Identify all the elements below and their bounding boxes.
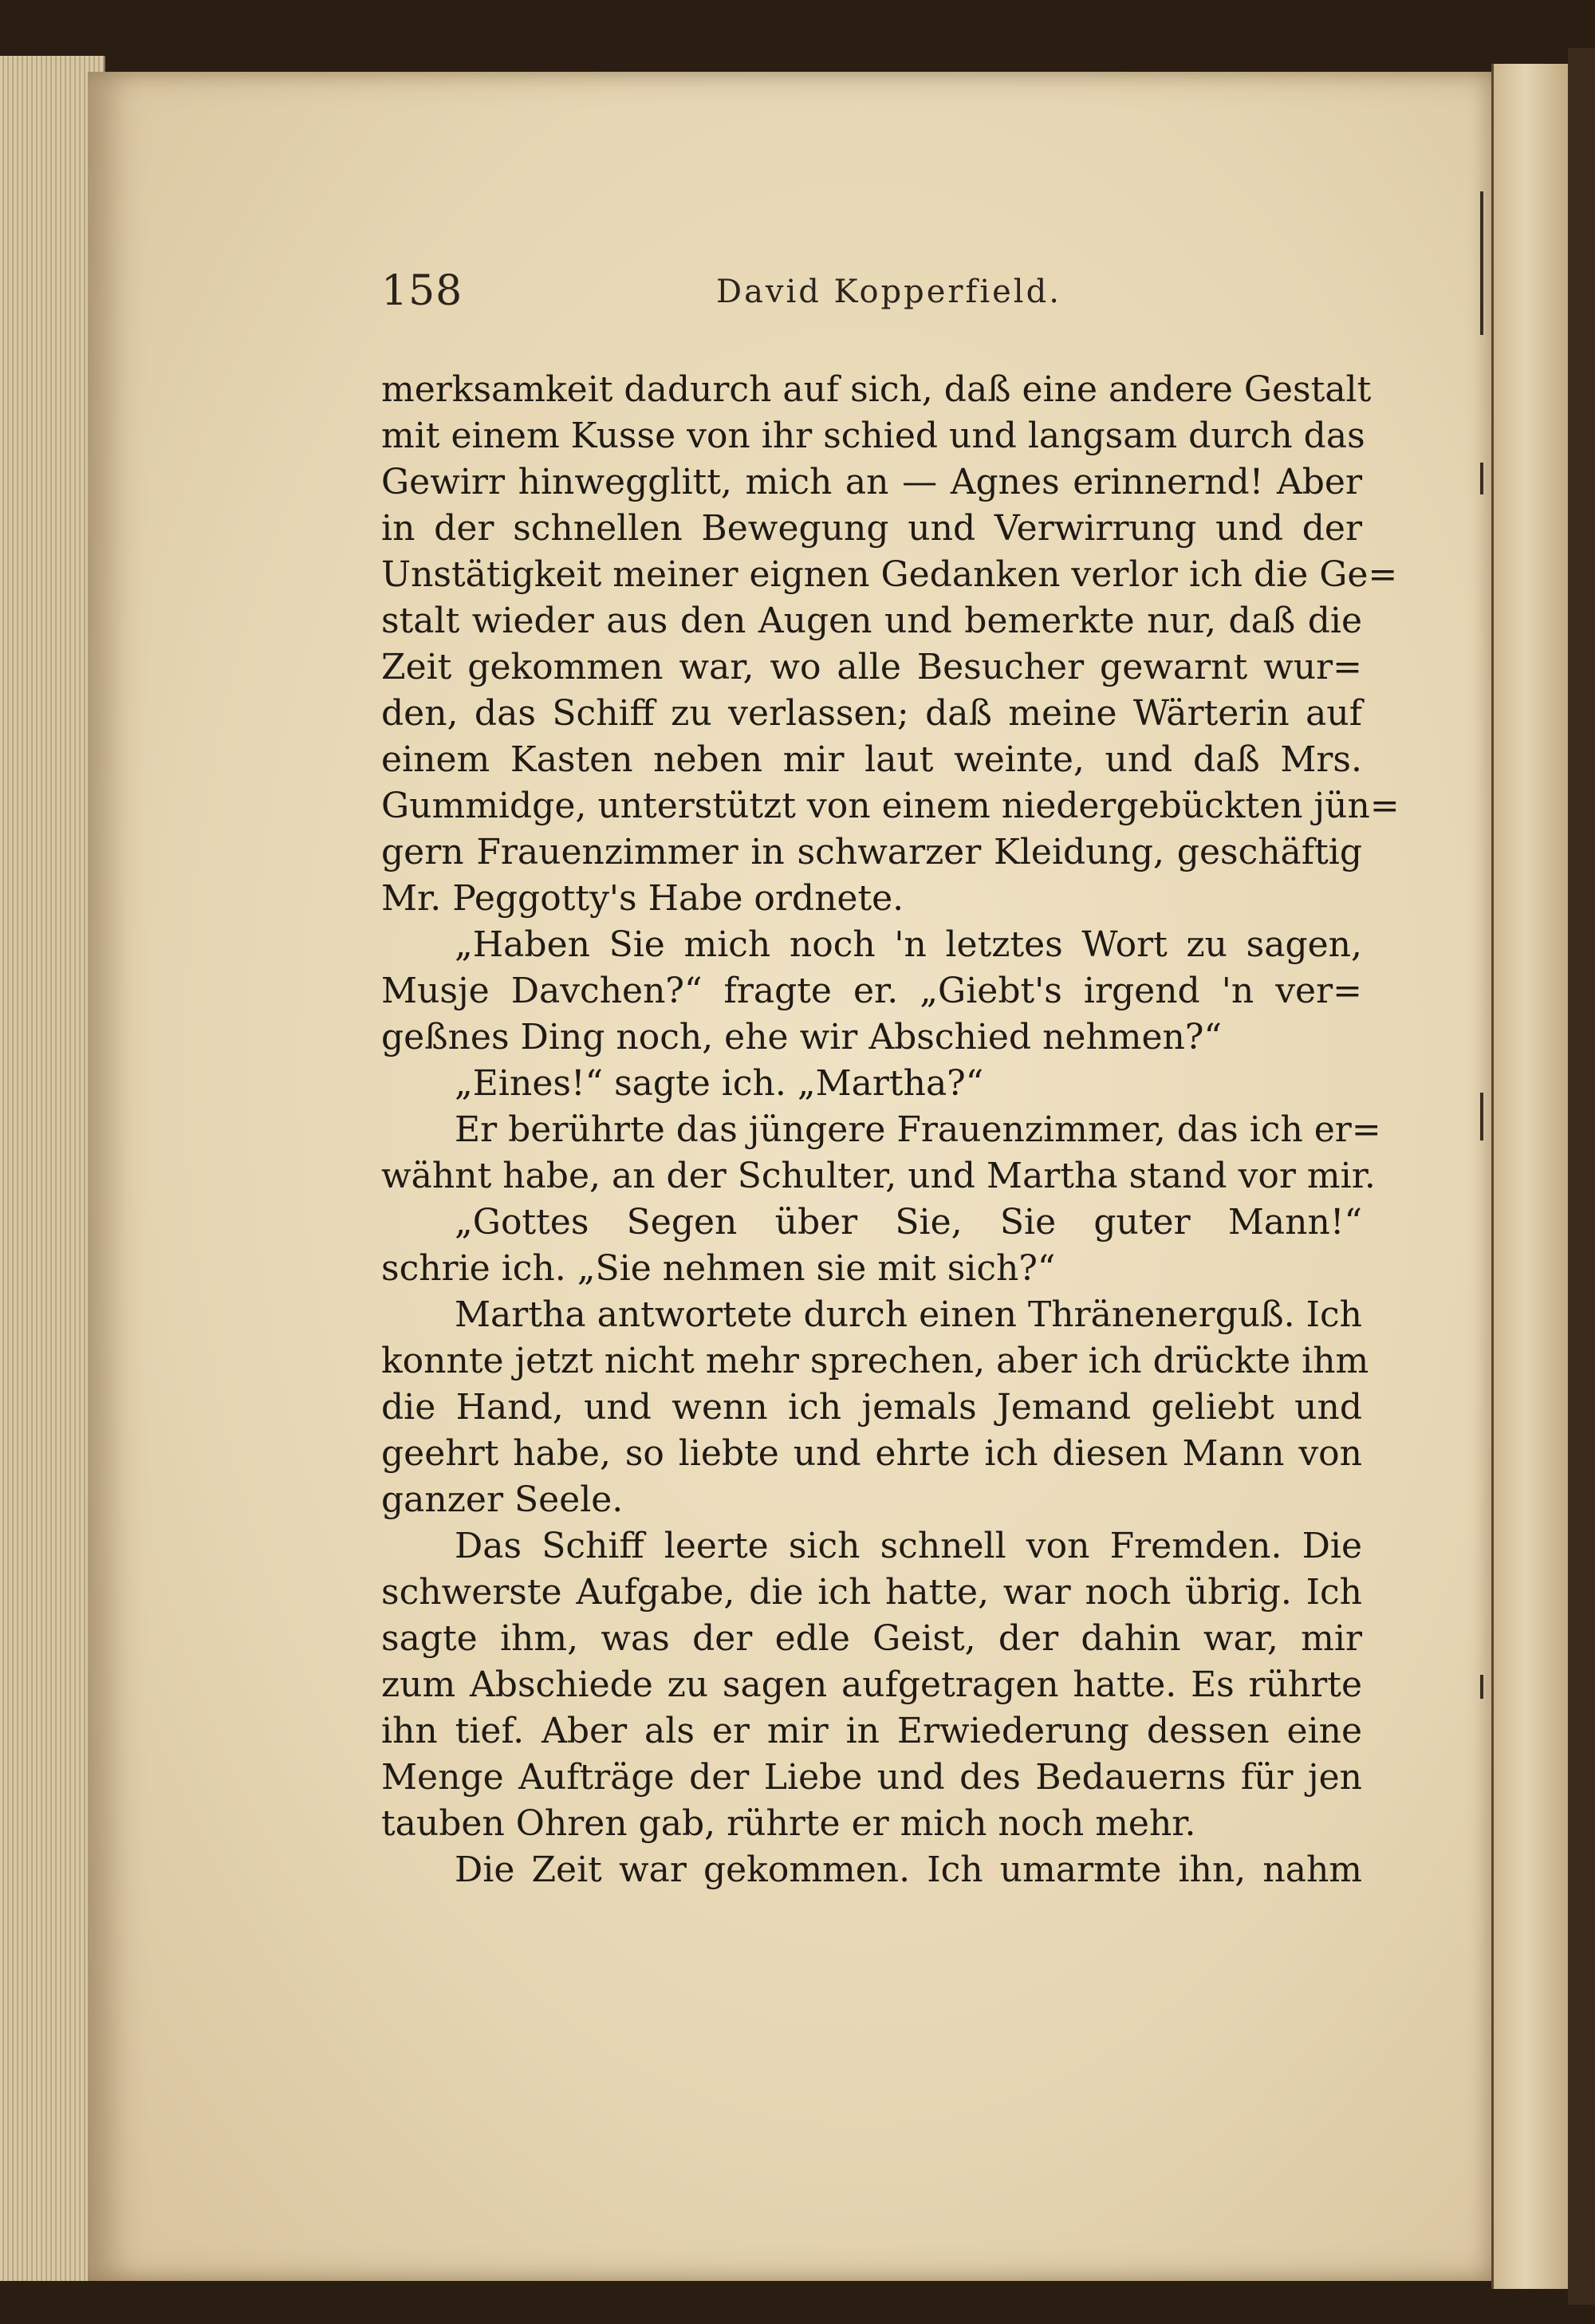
- text-line: geßnes Ding noch, ehe wir Abschied nehmen?“: [381, 1017, 1222, 1058]
- text-line: ganzer Seele.: [381, 1479, 624, 1520]
- text-line: ihn tief. Aber als er mir in Erwiederung dessen eine: [381, 1711, 1362, 1751]
- text-line: gern Frauenzimmer in schwarzer Kleidung, geschäftig: [381, 832, 1362, 872]
- text-line: schwerste Aufgabe, die ich hatte, war noch übrig. Ich: [381, 1572, 1362, 1613]
- margin-mark: [1480, 1093, 1483, 1140]
- margin-marks: [1472, 175, 1496, 1691]
- page-header: [381, 267, 1362, 323]
- margin-mark: [1480, 1675, 1483, 1699]
- text-line: Unstätigkeit meiner eignen Gedanken verlor ich die Ge=: [381, 554, 1398, 595]
- text-line: den, das Schiff zu verlassen; daß meine Wärterin auf: [381, 693, 1362, 734]
- text-line: sagte ihm, was der edle Geist, der dahin war, mir: [381, 1618, 1362, 1659]
- running-head: David Kopperfield.: [716, 274, 1061, 310]
- margin-mark: [1480, 191, 1483, 335]
- text-line: „Eines!“ sagte ich. „Martha?“: [455, 1063, 984, 1104]
- text-line: zum Abschiede zu sagen aufgetragen hatte. Es rührte: [381, 1664, 1362, 1705]
- text-line: geehrt habe, so liebte und ehrte ich diesen Mann von: [381, 1433, 1362, 1474]
- text-line: „Gottes Segen über Sie, Sie guter Mann!“: [455, 1202, 1362, 1243]
- text-line: schrie ich. „Sie nehmen sie mit sich?“: [381, 1248, 1056, 1289]
- text-line: „Haben Sie mich noch 'n letztes Wort zu sagen,: [455, 924, 1362, 965]
- text-line: wähnt habe, an der Schulter, und Martha stand vor mir.: [381, 1156, 1376, 1196]
- text-line: in der schnellen Bewegung und Verwirrung und der: [381, 508, 1362, 549]
- text-line: Gewirr hinwegglitt, mich an — Agnes erinnernd! Aber: [381, 462, 1362, 502]
- text-line: Menge Aufträge der Liebe und des Bedauerns für jen: [381, 1757, 1362, 1798]
- text-line: Die Zeit war gekommen. Ich umarmte ihn, nahm: [455, 1849, 1362, 1890]
- book-cover-edge: [1568, 48, 1595, 2305]
- text-line: merksamkeit dadurch auf sich, daß eine andere Gestalt: [381, 369, 1372, 410]
- text-line: tauben Ohren gab, rührte er mich noch mehr.: [381, 1803, 1196, 1844]
- text-line: Gummidge, unterstützt von einem niedergebückten jün=: [381, 786, 1400, 826]
- margin-mark: [1480, 463, 1483, 494]
- text-line: die Hand, und wenn ich jemals Jemand geliebt und: [381, 1387, 1362, 1428]
- text-line: Mr. Peggotty's Habe ordnete.: [381, 878, 904, 919]
- text-line: stalt wieder aus den Augen und bemerkte nur, daß die: [381, 601, 1362, 641]
- text-line: einem Kasten neben mir laut weinte, und daß Mrs.: [381, 739, 1362, 780]
- text-line: mit einem Kusse von ihr schied und langsam durch das: [381, 416, 1365, 456]
- text-line: Zeit gekommen war, wo alle Besucher gewarnt wur=: [381, 647, 1362, 687]
- text-line: Musje Davchen?“ fragte er. „Giebt's irgend 'n ver=: [381, 971, 1362, 1011]
- page-number: 158: [381, 267, 463, 315]
- next-page-edge: [1491, 64, 1573, 2289]
- body-text: [381, 367, 1400, 1893]
- text-line: Er berührte das jüngere Frauenzimmer, das ich er=: [455, 1109, 1381, 1150]
- text-line: konnte jetzt nicht mehr sprechen, aber ich drückte ihm: [381, 1341, 1369, 1381]
- text-line: Martha antwortete durch einen Thränenerguß. Ich: [455, 1294, 1362, 1335]
- text-line: Das Schiff leerte sich schnell von Fremden. Die: [455, 1526, 1362, 1566]
